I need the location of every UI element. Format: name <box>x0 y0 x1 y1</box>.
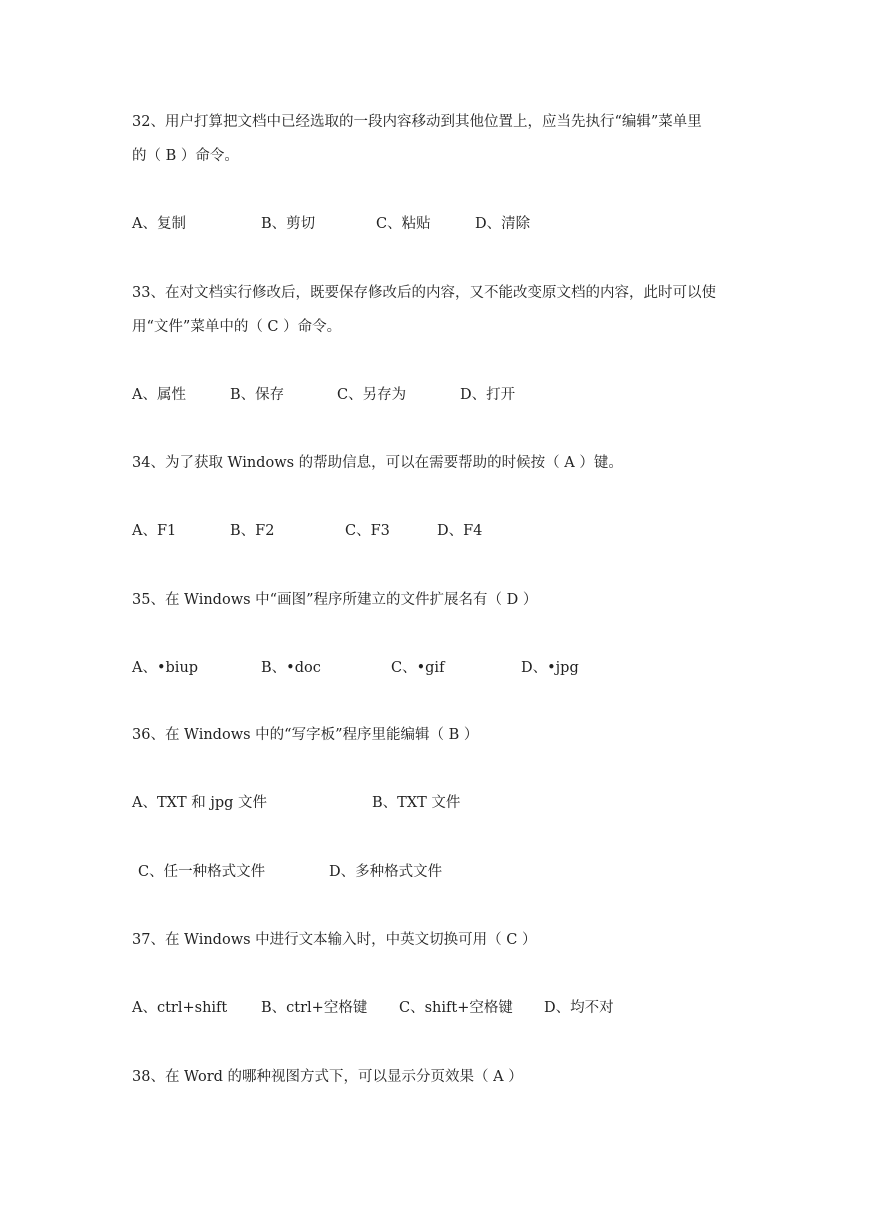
option-b: B、保存 <box>230 387 285 403</box>
question-34-stem: 34、为了获取 Windows 的帮助信息，可以在需要帮助的时候按（ A ）键。 <box>132 455 623 471</box>
question-36-stem: 36、在 Windows 中的“写字板”程序里能编辑（ B ） <box>132 727 479 743</box>
option-a: A、ctrl+shift <box>132 1000 228 1016</box>
option-c: C、任一种格式文件 <box>138 864 266 880</box>
question-32-stem-line-2: 的（ B ）命令。 <box>132 148 239 164</box>
option-b: B、F2 <box>230 523 275 539</box>
option-c: C、粘贴 <box>376 216 431 232</box>
option-a: A、复制 <box>132 216 186 232</box>
question-38-stem: 38、在 Word 的哪种视图方式下，可以显示分页效果（ A ） <box>132 1069 523 1085</box>
option-d: D、•jpg <box>521 660 579 676</box>
option-a: A、属性 <box>132 387 186 403</box>
option-b: B、TXT 文件 <box>372 795 461 811</box>
option-a: A、TXT 和 jpg 文件 <box>132 795 268 811</box>
option-d: D、F4 <box>437 523 483 539</box>
option-c: C、•gif <box>391 660 445 676</box>
option-b: B、•doc <box>261 660 321 676</box>
option-c: C、F3 <box>345 523 390 539</box>
option-b: B、ctrl+空格键 <box>261 1000 368 1016</box>
question-33-stem-line-1: 33、在对文档实行修改后，既要保存修改后的内容，又不能改变原文档的内容，此时可以使 <box>132 285 716 301</box>
question-35-stem: 35、在 Windows 中“画图”程序所建立的文件扩展名有（ D ） <box>132 592 538 608</box>
option-d: D、多种格式文件 <box>329 864 443 880</box>
option-c: C、shift+空格键 <box>399 1000 513 1016</box>
option-b: B、剪切 <box>261 216 316 232</box>
option-c: C、另存为 <box>337 387 407 403</box>
option-a: A、•biup <box>132 660 199 676</box>
option-d: D、均不对 <box>544 1000 614 1016</box>
question-32-stem-line-1: 32、用户打算把文档中已经选取的一段内容移动到其他位置上，应当先执行“编辑”菜单里 <box>132 114 702 130</box>
option-d: D、清除 <box>475 216 531 232</box>
question-37-stem: 37、在 Windows 中进行文本输入时，中英文切换可用（ C ） <box>132 932 537 948</box>
option-a: A、F1 <box>132 523 177 539</box>
question-33-stem-line-2: 用“文件”菜单中的（ C ）命令。 <box>132 319 342 335</box>
option-d: D、打开 <box>460 387 516 403</box>
